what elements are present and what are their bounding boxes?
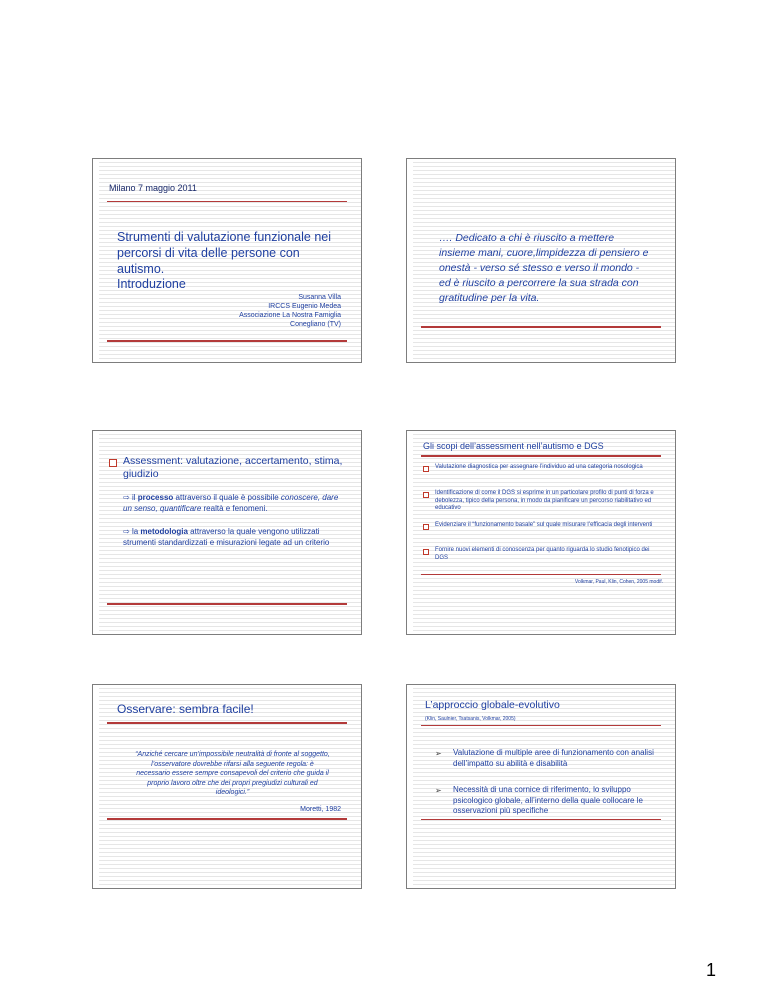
sub-item-method: ⇨ la metodologia attraverso la quale vengono utilizzati strumenti standardizzati e misurazioni legate ad un criterio (123, 527, 330, 547)
title-rule (107, 722, 347, 724)
dedication-quote: …. Dedicato a chi è riuscito a mettere insieme mani, cuore,limpidezza di pensiero e onestà - verso sé stesso e verso il mondo - ed è riuscito a percorrere la sua strada con gratitudine per la vita. (439, 232, 649, 304)
page-number: 1 (705, 960, 716, 980)
observation-quote: “Anziché cercare un’impossibile neutralità di fronte al soggetto, l’osservatore dovrebbe rifarsi alla seguente regola: è necessario essere sempre consapevoli del criterio che guida il proprio lavoro oltre che dei propri pregiudizi culturali ed ideologici.” (135, 751, 330, 796)
footer-rule (421, 819, 661, 820)
main-bullet: Assessment: valutazione, accertamento, stima, giudizio (123, 455, 343, 480)
square-bullet-icon (423, 524, 429, 530)
slide-title: L’approccio globale-evolutivo (425, 699, 560, 711)
slide-3 (92, 430, 362, 635)
footer-rule (107, 818, 347, 820)
slide-title: Strumenti di valutazione funzionale nei percorsi di vita delle persone con autismo. (117, 230, 332, 276)
footer-rule (107, 603, 347, 605)
citation: Volkmar, Paul, Klin, Cohen, 2005 modif. (574, 579, 663, 585)
sub-item-process: ⇨ il processo attraverso il quale è possibile conoscere, dare un senso, quantificare realtà e fenomeni. (123, 493, 339, 513)
square-bullet-icon (109, 459, 117, 467)
list-item: Valutazione di multiple aree di funzionamento con analisi dell’impatto su abilità e disabilità (453, 748, 654, 768)
author-name: Susanna Villa (298, 294, 341, 301)
list-item: Evidenziare il “funzionamento basale” sul quale misurare l’efficacia degli interventi (435, 522, 653, 528)
slide-title: Osservare: sembra facile! (117, 702, 254, 716)
author-association: Associazione La Nostra Famiglia (239, 312, 341, 319)
slide-subtitle: Introduzione (117, 277, 186, 291)
slide-2 (406, 158, 676, 363)
header-rule (107, 201, 347, 202)
slide-1 (92, 158, 362, 363)
slide-header: Milano 7 maggio 2011 (109, 183, 197, 193)
slide-title: Gli scopi dell’assessment nell’autismo e DGS (423, 441, 604, 451)
arrow-icon: ⇨ (123, 527, 132, 536)
slide-4 (406, 430, 676, 635)
square-bullet-icon (423, 549, 429, 555)
title-rule (421, 725, 661, 726)
footer-rule (107, 340, 347, 342)
slide-6 (406, 684, 676, 889)
author-institution: IRCCS Eugenio Medea (268, 303, 341, 310)
author-block (239, 293, 341, 329)
title-rule (421, 455, 661, 457)
arrowhead-bullet-icon: ➢ (435, 786, 442, 795)
square-bullet-icon (423, 492, 429, 498)
arrowhead-bullet-icon: ➢ (435, 749, 442, 758)
square-bullet-icon (423, 466, 429, 472)
slide-citation: (Klin, Saulnier, Tsatsanis, Volkmar, 2005) (425, 716, 516, 722)
footer-rule (421, 326, 661, 328)
footer-rule (421, 574, 661, 575)
list-item: Identificazione di come il DGS si esprime in un particolare profilo di punti di forza e debolezza, tipico della persona, in modo da pianificare un percorso riabilitativo ed educativo (435, 490, 654, 511)
slide-5 (92, 684, 362, 889)
quote-attribution: Moretti, 1982 (300, 806, 341, 813)
list-item: Necessità di una cornice di riferimento, lo sviluppo psicologico globale, all’interno della quale collocare le osservazioni più specifiche (453, 785, 643, 815)
list-item: Fornire nuovi elementi di conoscenza per quanto riguarda lo studio fenotipico dei DGS (435, 547, 650, 561)
author-city: Conegliano (TV) (290, 321, 341, 328)
arrow-icon: ⇨ (123, 493, 132, 502)
list-item: Valutazione diagnostica per assegnare l’individuo ad una categoria nosologica (435, 464, 643, 470)
